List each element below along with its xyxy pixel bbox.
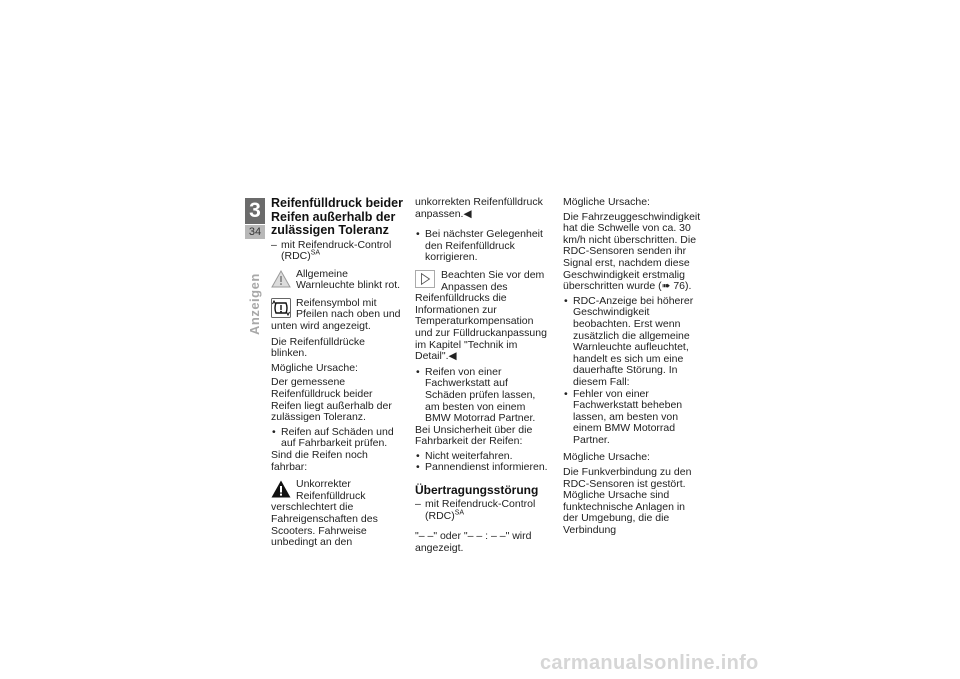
para: Die Fahrzeuggeschwindigkeit hat die Schwelle von ca. 30 km/h nicht überschritten. Die RDC-Sensoren senden ihr Signal erst, nachdem diese Geschwindigkeit erstmalig überschritten wurde (➠ 76). <box>563 210 701 293</box>
option-note <box>415 499 548 522</box>
option-sup: SA <box>310 249 321 257</box>
section-title-tyre-pressure: Reifenfülldruck beider Reifen außerhalb der zulässigen Toleranz <box>271 196 403 237</box>
info-play-icon <box>415 270 435 288</box>
para: Mögliche Ursache: <box>563 451 650 464</box>
option-note <box>271 240 404 263</box>
general-warning-light-icon <box>271 269 291 289</box>
para: Sind die Reifen noch fahrbar: <box>271 449 368 473</box>
option-text: mit Reifendruck-Control (RDC) <box>425 498 536 522</box>
info-row <box>415 270 548 363</box>
warning-text: Unkorrekter Reifenfülldruck verschlechtert die Fahreigenschaften des Scooters. Fahrweise unbedingt an den <box>271 478 378 549</box>
option-text: mit Reifendruck-Control (RDC) <box>281 238 392 263</box>
tyre-symbol-text: Reifensymbol mit Pfeilen nach oben und unten wird angezeigt. <box>271 296 401 333</box>
bullet-item: • Bei nächster Gelegenheit den Reifenfülldruck korrigieren. <box>415 229 548 264</box>
bullet-item: • RDC-Anzeige bei höherer Geschwindigkeit beobachten. Erst wenn zusätzlich die allgemeine Warnleuchte aufleuchtet, handelt es sich um eine dauerhafte Störung. In diesem Fall: <box>563 296 701 389</box>
para: Mögliche Ursache: <box>563 196 650 208</box>
column-1 <box>271 197 404 553</box>
para: unkorrekten Reifenfülldruck anpassen.◀ <box>415 196 543 220</box>
column-2 <box>415 197 548 557</box>
warning-triangle-icon <box>271 479 291 499</box>
bullet-item: • Reifen auf Schäden und auf Fahrbarkeit prüfen. <box>271 427 404 450</box>
warn-light-text: Allgemeine Warnleuchte blinkt rot. <box>296 267 401 292</box>
section-title-transmission: Übertragungsstörung <box>415 483 539 498</box>
watermark: carmanualsonline.info <box>540 652 759 674</box>
bullet-item: • Pannendienst informieren. <box>415 462 548 474</box>
chapter-side-label: Anzeigen <box>247 273 262 335</box>
para: Mögliche Ursache: <box>271 361 358 374</box>
column-3 <box>563 197 701 540</box>
warn-light-row <box>271 269 404 292</box>
para: Die Reifenfülldrücke blinken. <box>271 335 365 360</box>
bullet-item: • Fehler von einer Fachwerkstatt beheben lassen, am besten von einem BMW Motorrad Partner. <box>563 389 701 447</box>
tyre-pressure-symbol-icon <box>271 298 291 318</box>
bullet-item: • Nicht weiterfahren. <box>415 451 548 463</box>
info-text: Beachten Sie vor dem Anpassen des Reifenfülldrucks die Informationen zur Temperaturkompensation und zur Fülldruckanpassung im Kapitel "Technik im Detail".◀ <box>415 268 547 363</box>
option-sup: SA <box>454 509 465 517</box>
tyre-symbol-row <box>271 298 404 333</box>
para: Die Funkverbindung zu den RDC-Sensoren ist gestört. Mögliche Ursache sind funktechnische Anlagen in der Umgebung, die die Verbindung <box>563 466 692 537</box>
warning-row <box>271 479 404 549</box>
chapter-number: 3 <box>245 198 265 224</box>
para: Bei Unsicherheit über die Fahrbarkeit der Reifen: <box>415 423 533 448</box>
para: Der gemessene Reifenfülldruck beider Reifen liegt außerhalb der zulässigen Toleranz. <box>271 376 392 424</box>
para: "– –" oder "– – : – –" wird angezeigt. <box>415 530 532 554</box>
page-number: 34 <box>245 225 265 239</box>
bullet-item: • Reifen von einer Fachwerkstatt auf Schäden prüfen lassen, am besten von einem BMW Motorrad Partner. <box>415 367 548 425</box>
